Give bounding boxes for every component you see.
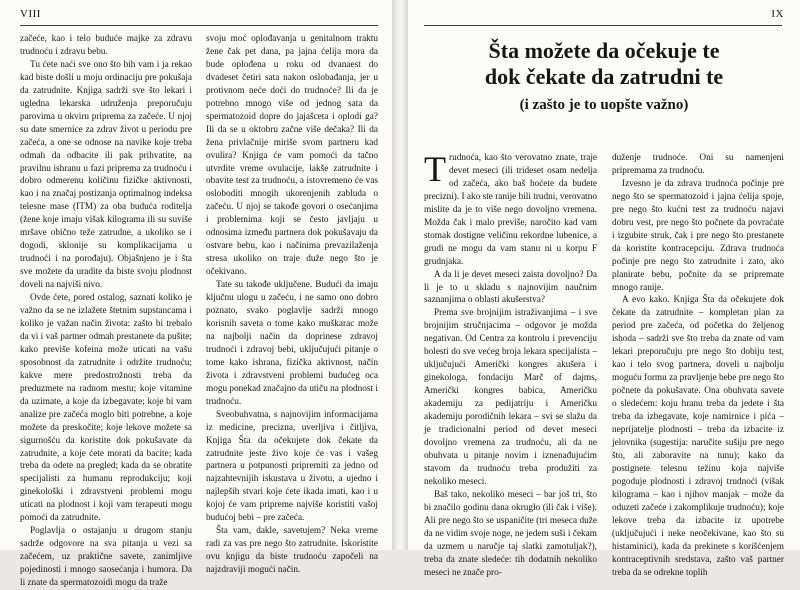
paragraph-text: Ovde ćete, pored ostalog, saznati koliko je važno da se ne izlažete štetnim supstancama i koliko je važan način života: zašto bi trebalo da vi i vaš partner odmah prestanete da pušite; kako previše kofeina može uticati na vašu sposobnost da zatrudnite i održite trudnoću; kakve mere predostrožnosti treba da preduzmete na radnom mestu; koje vitamine da uzimate, a koje da izbegavate; koje bi vam analize pre začeća moglo biti potrebne, a koje možete da preskočite; koje lekove možete sa sigurnošću da koristite dok pokušavate da zatrudnite, a koje ćete morati da bacite; kada treba da odete na pregled; kada da se obratite specijalisti za humanu reprodukciju; koji ginekološki i zdravstveni problemi mogu uticati na plodnost i koji vam terapeuti mogu pomoći da zatrudnite. (20, 293, 192, 524)
paragraph-text: duženje trudnoće. Oni su namenjeni pripremama za trudnoću. (612, 153, 784, 176)
chapter-title-line-1: Šta možete da očekuje te (488, 38, 720, 63)
left-column-2 (206, 33, 378, 577)
paragraph-text: Šta vam, dakle, savetujem? Neka vreme radi za vas pre nego što zatrudnite. Iskoristite ovu knjigu da biste trudnoću započeli na najzdraviji mogući način. (206, 526, 378, 576)
paragraph-text: svoju moć oplođavanja u genitalnom traktu žene čak pet dana, pa jajna ćelija mora da bude oplođena u roku od dvanaest do dvadeset četiri sata nakon oslobađanja, jer u protivnom neće doći do trudnoće? Ili da je potrebno mnogo više od jednog sata da spermatozoid dopre do jajašceta i oplodi ga? Ili da se u oktobru začne više dečaka? Ili da žena privlačnije miriše svom partneru kad ovulira? Knjiga će vam pomoći da tačno utvrdite vreme ovulacije, lakše zatrudnite i obavite test za trudnoću, a istovremeno će vas osloboditi mnogih ukorenjenih zabluda o začeću. U njoj se takođe govori o osećanjima i problemima koji se često javljaju u odnosima između partnera dok pokušavaju da ostvare bebu, kao i načinima prevazilaženja stresa ukoliko on traje duže nego što je očekivano. (206, 34, 378, 278)
paragraph (424, 307, 597, 488)
drop-cap: T (424, 149, 446, 189)
paragraph-text: Tate su takođe uključene. Budući da imaju ključnu ulogu u začeću, i ne samo ono dobro poznato, svako poglavlje sadrži mnogo korisnih saveta o tome kako muškarac može na najbolji način da doprinese zdravoj trudnoći i zdravoj bebi, uključujući pitanje o tome kako ishrana, fizička aktivnost, način života i zdravstveni problemi budućeg oca mogu ponekad značajno da utiču na plodnost i trudnoću. (206, 280, 378, 407)
left-header-rule (20, 25, 378, 26)
paragraph-text: začeće, kao i telo buduće majke za zdravu trudnoću i zdravu bebu. (20, 34, 192, 57)
chapter-title-line-2: dok čekate da zatrudni te (484, 64, 724, 89)
right-column-1 (424, 149, 597, 579)
left-column-1 (20, 33, 192, 590)
paragraph (206, 279, 378, 409)
chapter-title (424, 38, 784, 90)
paragraph-text: Baš tako, nekoliko meseci – bar još tri, što bi značilo godinu dana okruglo (ili čak i više). Ali pre nego što se uspaničite (tri meseca duže da ne vidim svoje noge, ne jedem suši i čekam da uzmem u naručje taj slatki zamotuljak?), treba da znate sledeće: tih dodatnih nekoliko meseci ne znače pro- (424, 489, 597, 578)
paragraph (206, 33, 378, 279)
paragraph-text: Prema sve brojnijim istraživanjima – i sve brojnijim stručnjacima – odgovor je možda negativan. Od Centra za kontrolu i prevenciju bolesti do sve većeg broja lekara specijalista – uključujući Američki kongres akušera i ginekologa, fondaciju Marč of dajms, Američki kongres babica, Američku akademiju za pedijatriju i Američku akademiju porodičnih lekara – svi se slažu da je tradicionalni period od devet meseci dovoljno vremena za trudnoću, ali da ne obuhvata u pitanje novim i iznenađujućim stavom da trudnoću treba produžiti za nekoliko meseci. (424, 308, 597, 487)
paragraph (612, 294, 784, 579)
paragraph-text: Poglavlja o ostajanju u drugom stanju sadrže odgovore na sva pitanja u vezi sa začećem, uz praktične savete, zanimljive pojedinosti i mnogo saosećanja i humora. Da li znate da spermatozoidi mogu da traže (20, 526, 192, 589)
paragraph (424, 149, 597, 269)
chapter-subtitle: (i zašto je to uopšte važno) (519, 97, 689, 113)
paragraph (424, 269, 597, 308)
paragraph (20, 59, 192, 292)
paragraph (20, 292, 192, 525)
paragraph (612, 178, 784, 295)
left-page (0, 0, 392, 589)
paragraph-text: rudnoća, kao što verovatno znate, traje devet meseci (ili trideset osam nedelja od začeća, ako baš hoćete da budete precizni). I ako ste ranije bili trudni, verovatno mislite da je to više nego dovoljno vremena. Možda čak i malo previše, naročito kad vam stomak dostigne veličinu rekordne lubenice, a grudi ne mogu da vam stanu ni u korpu F grudnjaka. (424, 153, 597, 267)
paragraph-text: Izvesno je da zdrava trudnoća počinje pre nego što se spermatozoid i jajna ćelija spoje, pre nego što kućni test za trudnoću najavi dobru vest, pre nego što počnete da povraćate i izgubite struk, čak i pre nego što prestanete da koristite kontracepciju. Zdrava trudnoća počinje pre nego što zatrudnite i zato, ako planirate bebu, počnite da se pripremate mnogo ranije. (612, 178, 784, 293)
paragraph-text: Sveobuhvatna, s najnovijim informacijama iz medicine, precizna, uverljiva i čitljiva, Knjiga Šta da očekujete dok čekate da zatrudnite jeste živo koje će vas i vašeg partnera u potpunosti pripremiti za jedno od najzahtevnijih iskustava u životu, a ujedno i najlepših stvari koje ćete ikada imati, kao i u kojoj će vam pripreme najviše koristiti vašoj budućoj bebi – pre začeća. (206, 409, 378, 524)
paragraph (612, 152, 784, 178)
right-header-rule (424, 25, 782, 26)
paragraph (424, 489, 597, 580)
paragraph (20, 525, 192, 590)
paragraph (20, 33, 192, 59)
right-column-2 (612, 152, 784, 579)
paragraph (206, 525, 378, 577)
paragraph (206, 409, 378, 526)
book-gutter (392, 0, 408, 550)
paragraph-text: A da li je devet meseci zaista dovoljno? Da li je to u skladu s najnovijim naučnim saznanjima o oblasti akušerstva? (424, 269, 597, 306)
paragraph-text: Tu ćete naći sve ono što bih vam i ja rekao kad biste došli u moju ordinaciju pre pokušaja da zatrudnite. Knjiga sadrži sve što lekari i ugledna lekarska udruženja preporučuju parovima u okviru pripremа za začeće. U njoj su date smernice za zdrav život u periodu pre začeća, a one se odnose na navike koje treba odmah da odbacite ili pak prihvatite, na pravilnu ishranu u fazi priprema za trudnoću i dobro odmerenu količinu fizičke aktivnosti, kao i na značaj postizanja optimalnog indeksa telesne mase (ITM) za oba buduća roditelja (žene koje imaju višak kilograma ili su suviše mršave obično teže zatrudne, a ukoliko se i dogodi, sklonije su komplikacijama u trudnoći i na porođaju). Objašnjeno je i šta sve možete da uradite da biste svoju plodnost doveli na najviši nivo. (20, 59, 192, 291)
left-page-folio: VIII (20, 8, 41, 20)
paragraph-text: A evo kako. Knjiga Šta da očekujete dok čekate da zatrudnite – kompletan plan za period pre začeća, od početka do željenog ishoda – sadrži sve što treba da znate od vam lekari preporučuju pre nego što dobiju test, kao i telo svog partnera, doveli u najbolju moguću formu za pravljenje bebe pre nego što počnete da pokušavate. Ona obuhvata savete o sledećem: koju hranu treba da jedete i šta treba da izbegavate, koje namirnice i pića – nepriјatelje plodnosti – treba da izbacite iz jelovnika (sugestija: naručite sušiju pre nego što, ali zaboravite na tunu); kako da postignete telesnu težinu koja najviše pogoduje plodnosti i zdravoj trudnoći (višak kilograma – kao i njihov manjak – može da oduzeti začeće i zakomplikuje trudnoću); koje lekove treba da izbacite iz upotrebe (uključujući i neke neočekivane, kao što su histaminici), kada da prekinete s korišćenjem kontraceptivnih sredstava, zašto vaš partner treba da se odrekne toplih (612, 295, 784, 578)
right-page-folio: IX (771, 8, 784, 20)
